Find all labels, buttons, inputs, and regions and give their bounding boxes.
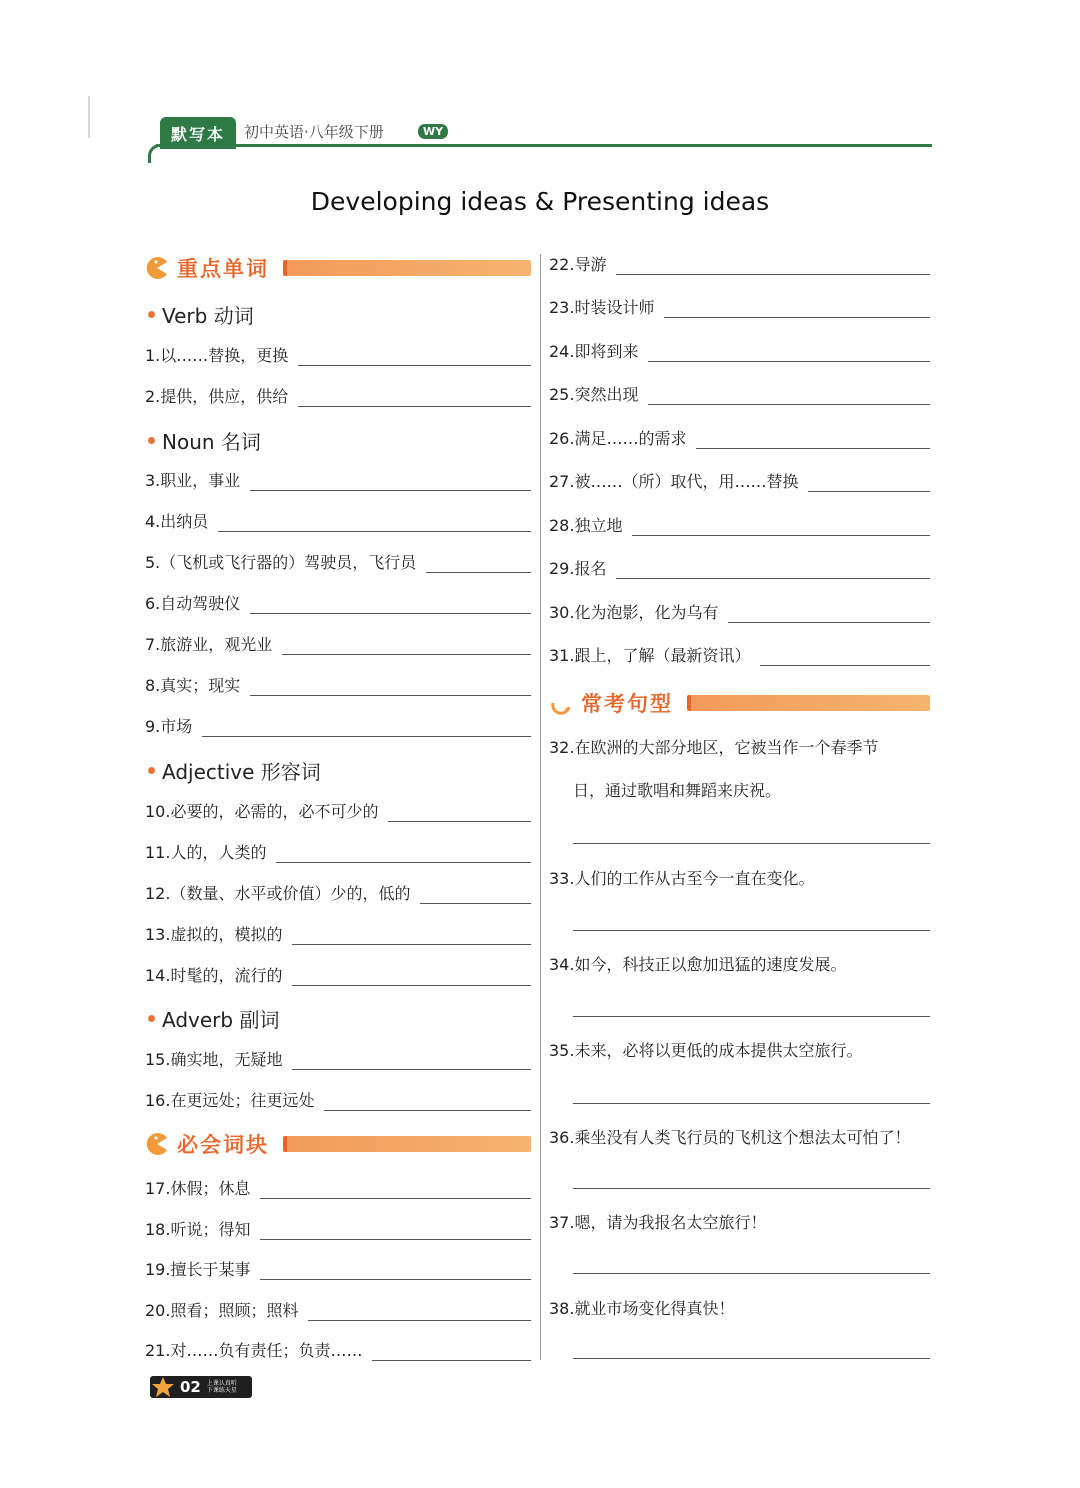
sentence-37: [549, 1201, 930, 1244]
vocab-prompt: 8.真实；现实: [145, 676, 241, 695]
category-label: Noun 名词: [162, 430, 261, 454]
answer-blank[interactable]: [250, 677, 531, 696]
sentence-32: [549, 726, 930, 812]
sentence-35: [549, 1029, 930, 1072]
vocab-row-28: [549, 512, 930, 536]
answer-line[interactable]: [573, 1272, 930, 1274]
vocab-prompt: 7.旅游业，观光业: [145, 635, 273, 654]
vocab-row-7: [145, 631, 531, 655]
section-sentences: [549, 688, 930, 718]
sentence-34: [549, 943, 930, 986]
vocab-prompt: 27.被……（所）取代，用……替换: [549, 472, 799, 491]
answer-blank[interactable]: [760, 647, 930, 666]
vocab-prompt: 9.市场: [145, 717, 193, 736]
answer-blank[interactable]: [202, 718, 531, 737]
vocab-prompt: 25.突然出现: [549, 385, 639, 404]
sentence-prompt: 32.在欧洲的大部分地区，它被当作一个春季节: [549, 738, 879, 757]
answer-blank[interactable]: [292, 1051, 531, 1070]
vocab-row-11: [145, 839, 531, 863]
margin-mark: [88, 96, 90, 138]
vocab-row-9: [145, 713, 531, 737]
page-title: Developing ideas & Presenting ideas: [310, 187, 770, 216]
category-label: Adverb 副词: [162, 1008, 280, 1032]
section-title: 常考句型: [581, 692, 673, 716]
vocab-row-31: [549, 642, 930, 666]
answer-blank[interactable]: [426, 554, 531, 573]
vocab-row-17: [145, 1175, 531, 1199]
answer-blank[interactable]: [276, 844, 531, 863]
slogan-line: 上课认真听: [206, 1380, 237, 1387]
answer-line[interactable]: [573, 929, 930, 931]
vocab-row-30: [549, 599, 930, 623]
slogan-line: 下课练天星: [206, 1387, 237, 1394]
section-key-words: [145, 253, 531, 283]
answer-line[interactable]: [573, 1015, 930, 1017]
vocab-prompt: 2.提供，供应，供给: [145, 387, 289, 406]
vocab-prompt: 5.（飞机或飞行器的）驾驶员，飞行员: [145, 553, 417, 572]
answer-blank[interactable]: [308, 1302, 531, 1321]
section-phrases: [145, 1129, 531, 1159]
vocab-prompt: 29.报名: [549, 559, 607, 578]
vocab-row-23: [549, 294, 930, 318]
edition-badge: WY: [418, 124, 448, 139]
vocab-row-2: [145, 383, 531, 407]
category-adjective: [145, 756, 321, 785]
answer-line[interactable]: [573, 1357, 930, 1359]
answer-blank[interactable]: [616, 256, 930, 275]
vocab-row-26: [549, 425, 930, 449]
vocab-row-12: [145, 880, 531, 904]
sentence-prompt: 36.乘坐没有人类飞行员的飞机这个想法太可怕了！: [549, 1128, 911, 1147]
answer-blank[interactable]: [616, 560, 930, 579]
vocab-row-4: [145, 508, 531, 532]
sentence-33: [549, 857, 930, 900]
book-title: 初中英语·八年级下册: [244, 123, 384, 141]
category-adverb: [145, 1004, 279, 1033]
answer-line[interactable]: [573, 1187, 930, 1189]
vocab-row-20: [145, 1297, 531, 1321]
vocab-row-18: [145, 1216, 531, 1240]
answer-blank[interactable]: [260, 1261, 531, 1280]
page-footer: [150, 1376, 252, 1398]
vocab-row-22: [549, 251, 930, 275]
vocab-prompt: 24.即将到来: [549, 342, 639, 361]
footer-slogan: [207, 1380, 237, 1394]
pacman-icon: [145, 1132, 169, 1156]
vocab-row-19: [145, 1256, 531, 1280]
vocab-row-14: [145, 962, 531, 986]
answer-blank[interactable]: [282, 636, 531, 655]
answer-blank[interactable]: [648, 386, 930, 405]
section-bar: [283, 1136, 531, 1152]
answer-blank[interactable]: [664, 299, 930, 318]
vocab-prompt: 31.跟上，了解（最新资讯）: [549, 646, 751, 665]
vocab-prompt: 19.擅长于某事: [145, 1260, 251, 1279]
vocab-prompt: 10.必要的，必需的，必不可少的: [145, 802, 379, 821]
section-title: 重点单词: [177, 257, 269, 281]
answer-blank[interactable]: [808, 473, 930, 492]
vocab-prompt: 12.（数量、水平或价值）少的，低的: [145, 884, 411, 903]
category-label: Verb 动词: [162, 304, 254, 328]
page-header: [148, 114, 932, 164]
sentence-prompt: 33.人们的工作从古至今一直在变化。: [549, 869, 815, 888]
answer-blank[interactable]: [324, 1092, 531, 1111]
section-title: 必会词块: [177, 1133, 269, 1157]
bullet-dot-icon: [148, 437, 155, 444]
vocab-prompt: 21.对……负有责任；负责……: [145, 1341, 363, 1360]
vocab-row-21: [145, 1337, 531, 1361]
answer-blank[interactable]: [420, 885, 531, 904]
bullet-dot-icon: [148, 311, 155, 318]
vocab-prompt: 1.以……替换，更换: [145, 346, 289, 365]
vocab-row-25: [549, 381, 930, 405]
answer-blank[interactable]: [260, 1180, 531, 1199]
answer-blank[interactable]: [388, 803, 531, 822]
header-tab: 默写本: [160, 117, 236, 149]
section-bar: [687, 695, 930, 711]
vocab-prompt: 28.独立地: [549, 516, 623, 535]
vocab-prompt: 3.职业，事业: [145, 471, 241, 490]
vocab-prompt: 13.虚拟的，模拟的: [145, 925, 283, 944]
answer-blank[interactable]: [696, 430, 930, 449]
vocab-row-8: [145, 672, 531, 696]
sentence-36: [549, 1116, 930, 1159]
star-icon: [150, 1376, 176, 1398]
vocab-row-27: [549, 468, 930, 492]
category-noun: [145, 426, 261, 455]
column-divider: [540, 254, 541, 1360]
sentence-prompt: 35.未来，必将以更低的成本提供太空旅行。: [549, 1041, 863, 1060]
answer-blank[interactable]: [292, 926, 531, 945]
answer-blank[interactable]: [250, 472, 531, 491]
vocab-row-13: [145, 921, 531, 945]
vocab-prompt: 15.确实地，无疑地: [145, 1050, 283, 1069]
answer-blank[interactable]: [250, 595, 531, 614]
sentence-prompt: 38.就业市场变化得真快！: [549, 1299, 735, 1318]
vocab-prompt: 17.休假；休息: [145, 1179, 251, 1198]
section-bar: [283, 260, 531, 276]
answer-blank[interactable]: [298, 388, 531, 407]
category-label: Adjective 形容词: [162, 760, 321, 784]
bullet-dot-icon: [148, 767, 155, 774]
header-rule: [156, 144, 932, 147]
vocab-prompt: 14.时髦的，流行的: [145, 966, 283, 985]
vocab-row-24: [549, 338, 930, 362]
sentence-prompt: 34.如今，科技正以愈加迅猛的速度发展。: [549, 955, 847, 974]
answer-blank[interactable]: [372, 1342, 531, 1361]
answer-blank[interactable]: [632, 517, 930, 536]
sentence-prompt-continued: 日，通过歌唱和舞蹈来庆祝。: [573, 781, 782, 800]
answer-line[interactable]: [573, 1102, 930, 1104]
vocab-prompt: 4.出纳员: [145, 512, 209, 531]
sentence-prompt: 37.嗯，请为我报名太空旅行！: [549, 1213, 767, 1232]
answer-blank[interactable]: [728, 604, 930, 623]
vocab-prompt: 6.自动驾驶仪: [145, 594, 241, 613]
answer-blank[interactable]: [218, 513, 531, 532]
vocab-prompt: 30.化为泡影，化为乌有: [549, 603, 719, 622]
vocab-prompt: 20.照看；照顾；照料: [145, 1301, 299, 1320]
vocab-prompt: 16.在更远处；往更远处: [145, 1091, 315, 1110]
vocab-prompt: 18.听说；得知: [145, 1220, 251, 1239]
pacman-icon: [549, 691, 573, 715]
answer-line[interactable]: [573, 842, 930, 844]
vocab-prompt: 22.导游: [549, 255, 607, 274]
page-number: 02: [180, 1378, 201, 1396]
vocab-row-16: [145, 1087, 531, 1111]
vocab-row-3: [145, 467, 531, 491]
vocab-row-1: [145, 342, 531, 366]
vocab-prompt: 23.时装设计师: [549, 298, 655, 317]
answer-blank[interactable]: [292, 967, 531, 986]
vocab-row-6: [145, 590, 531, 614]
vocab-row-15: [145, 1046, 531, 1070]
sentence-38: [549, 1287, 930, 1330]
pacman-icon: [145, 256, 169, 280]
answer-blank[interactable]: [260, 1221, 531, 1240]
vocab-row-10: [145, 798, 531, 822]
answer-blank[interactable]: [648, 343, 930, 362]
vocab-row-29: [549, 555, 930, 579]
answer-blank[interactable]: [298, 347, 531, 366]
vocab-prompt: 11.人的，人类的: [145, 843, 267, 862]
bullet-dot-icon: [148, 1015, 155, 1022]
vocab-row-5: [145, 549, 531, 573]
vocab-prompt: 26.满足……的需求: [549, 429, 687, 448]
category-verb: [145, 300, 254, 329]
